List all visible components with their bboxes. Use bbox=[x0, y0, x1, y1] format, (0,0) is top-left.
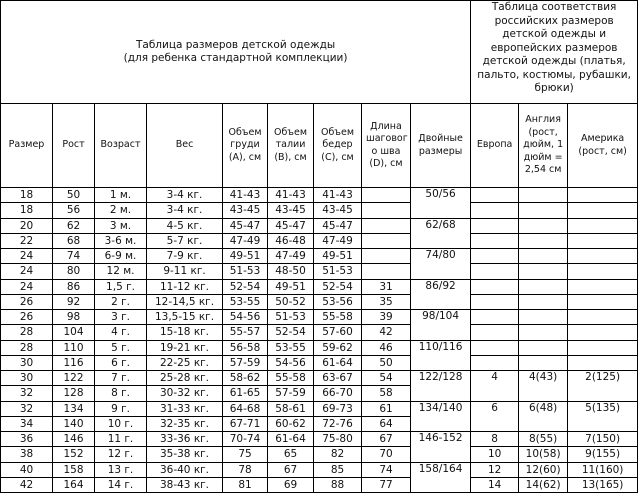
table-cell: 63-67 bbox=[314, 371, 362, 386]
table-cell bbox=[362, 264, 411, 279]
table-cell: 58-61 bbox=[268, 401, 314, 416]
table-cell: 61 bbox=[362, 401, 411, 416]
main-title-line-1: Таблица размеров детской одежды bbox=[135, 38, 336, 51]
table-row bbox=[1, 340, 638, 355]
table-cell: 77 bbox=[362, 477, 411, 492]
table-row bbox=[1, 477, 638, 492]
table-cell: 38-43 кг. bbox=[147, 477, 223, 492]
table-cell: 45-47 bbox=[223, 218, 268, 233]
table-cell: 75 bbox=[223, 447, 268, 462]
table-cell: 18 bbox=[1, 203, 53, 218]
table-cell: 59-62 bbox=[314, 340, 362, 355]
table-row bbox=[1, 447, 638, 462]
table-cell: 1,5 г. bbox=[95, 279, 147, 294]
table-cell: 47-49 bbox=[223, 233, 268, 248]
column-header: Америка (рост, см) bbox=[568, 104, 638, 188]
table-row bbox=[1, 249, 638, 264]
europe-size-cell bbox=[471, 264, 519, 279]
column-header: Двойные размеры bbox=[411, 104, 471, 188]
table-cell bbox=[362, 233, 411, 248]
main-title bbox=[1, 1, 471, 104]
table-cell: 70 bbox=[362, 447, 411, 462]
table-row bbox=[1, 233, 638, 248]
table-row bbox=[1, 279, 638, 294]
table-cell: 62 bbox=[53, 218, 95, 233]
america-size-cell: 7(150) bbox=[568, 432, 638, 447]
table-cell: 53-56 bbox=[314, 294, 362, 309]
europe-size-cell bbox=[471, 233, 519, 248]
table-cell: 36 bbox=[1, 432, 53, 447]
table-cell: 11 г. bbox=[95, 432, 147, 447]
table-cell: 9-11 кг. bbox=[147, 264, 223, 279]
column-header: Длина шаговог о шва (D), см bbox=[362, 104, 411, 188]
table-cell: 40 bbox=[1, 462, 53, 477]
america-size-cell bbox=[568, 355, 638, 370]
table-cell: 8 г. bbox=[95, 386, 147, 401]
europe-size-cell bbox=[471, 279, 519, 294]
europe-size-cell bbox=[471, 340, 519, 355]
table-cell: 55-58 bbox=[314, 310, 362, 325]
table-row bbox=[1, 432, 638, 447]
table-cell: 3-4 кг. bbox=[147, 188, 223, 203]
table-cell: 82 bbox=[314, 447, 362, 462]
table-cell: 12 г. bbox=[95, 447, 147, 462]
table-cell: 39 bbox=[362, 310, 411, 325]
england-size-cell: 6(48) bbox=[519, 401, 568, 432]
america-size-cell bbox=[568, 279, 638, 294]
table-cell: 24 bbox=[1, 279, 53, 294]
table-cell: 43-45 bbox=[268, 203, 314, 218]
table-cell: 5-7 кг. bbox=[147, 233, 223, 248]
table-cell: 50 bbox=[362, 355, 411, 370]
table-cell: 3 м. bbox=[95, 218, 147, 233]
america-size-cell: 11(160) bbox=[568, 462, 638, 477]
table-cell: 30 bbox=[1, 371, 53, 386]
double-size-cell: 50/56 bbox=[411, 188, 471, 219]
column-header: Объем бедер (C), см bbox=[314, 104, 362, 188]
table-cell: 26 bbox=[1, 294, 53, 309]
table-cell: 24 bbox=[1, 249, 53, 264]
england-size-cell bbox=[519, 188, 568, 203]
england-size-cell bbox=[519, 233, 568, 248]
column-header: Европа bbox=[471, 104, 519, 188]
europe-size-cell bbox=[471, 294, 519, 309]
table-cell: 50-52 bbox=[268, 294, 314, 309]
table-cell: 70-74 bbox=[223, 432, 268, 447]
table-cell: 67 bbox=[362, 432, 411, 447]
table-row bbox=[1, 401, 638, 416]
table-cell: 13 г. bbox=[95, 462, 147, 477]
europe-size-cell: 8 bbox=[471, 432, 519, 447]
england-size-cell: 12(60) bbox=[519, 462, 568, 477]
double-size-cell: 122/128 bbox=[411, 371, 471, 402]
america-size-cell bbox=[568, 294, 638, 309]
europe-size-cell: 6 bbox=[471, 401, 519, 432]
europe-size-cell bbox=[471, 203, 519, 218]
america-size-cell bbox=[568, 310, 638, 325]
table-cell: 146 bbox=[53, 432, 95, 447]
table-cell: 110 bbox=[53, 340, 95, 355]
table-cell: 2 м. bbox=[95, 203, 147, 218]
table-cell: 22-25 кг. bbox=[147, 355, 223, 370]
europe-size-cell bbox=[471, 325, 519, 340]
table-cell: 68 bbox=[53, 233, 95, 248]
table-cell: 64-68 bbox=[223, 401, 268, 416]
table-cell: 32 bbox=[1, 386, 53, 401]
table-cell: 19-21 кг. bbox=[147, 340, 223, 355]
table-row bbox=[1, 188, 638, 203]
table-cell: 80 bbox=[53, 264, 95, 279]
table-cell: 54-56 bbox=[223, 310, 268, 325]
table-cell: 81 bbox=[223, 477, 268, 492]
england-size-cell bbox=[519, 294, 568, 309]
europe-size-cell: 4 bbox=[471, 371, 519, 402]
table-cell: 31-33 кг. bbox=[147, 401, 223, 416]
table-cell: 69 bbox=[268, 477, 314, 492]
table-cell: 140 bbox=[53, 416, 95, 431]
double-size-cell: 86/92 bbox=[411, 279, 471, 310]
table-cell: 41-43 bbox=[268, 188, 314, 203]
table-cell: 20 bbox=[1, 218, 53, 233]
table-cell: 35 bbox=[362, 294, 411, 309]
table-cell: 12 м. bbox=[95, 264, 147, 279]
table-cell: 52-54 bbox=[268, 325, 314, 340]
table-cell: 30-32 кг. bbox=[147, 386, 223, 401]
table-row bbox=[1, 264, 638, 279]
column-header: Рост bbox=[53, 104, 95, 188]
main-title-line-2: (для ребенка стандартной комплекции) bbox=[123, 52, 348, 64]
table-cell: 51-53 bbox=[314, 264, 362, 279]
column-header: Объем талии (B), см bbox=[268, 104, 314, 188]
column-header: Размер bbox=[1, 104, 53, 188]
table-cell: 32 bbox=[1, 401, 53, 416]
america-size-cell: 2(125) bbox=[568, 371, 638, 402]
table-cell: 78 bbox=[223, 462, 268, 477]
table-cell: 54 bbox=[362, 371, 411, 386]
table-cell: 1 м. bbox=[95, 188, 147, 203]
column-header: Вес bbox=[147, 104, 223, 188]
table-cell: 61-65 bbox=[223, 386, 268, 401]
america-size-cell bbox=[568, 249, 638, 264]
table-cell: 3 г. bbox=[95, 310, 147, 325]
table-cell: 36-40 кг. bbox=[147, 462, 223, 477]
table-cell: 2 г. bbox=[95, 294, 147, 309]
table-cell: 67 bbox=[268, 462, 314, 477]
table-cell: 158 bbox=[53, 462, 95, 477]
table-cell: 25-28 кг. bbox=[147, 371, 223, 386]
table-cell: 74 bbox=[362, 462, 411, 477]
table-cell: 47-49 bbox=[314, 233, 362, 248]
table-cell: 53-55 bbox=[268, 340, 314, 355]
england-size-cell bbox=[519, 249, 568, 264]
table-cell: 67-71 bbox=[223, 416, 268, 431]
america-size-cell: 13(165) bbox=[568, 477, 638, 492]
table-cell: 57-59 bbox=[223, 355, 268, 370]
table-cell: 49-51 bbox=[268, 279, 314, 294]
table-cell: 61-64 bbox=[268, 432, 314, 447]
table-cell: 55-58 bbox=[268, 371, 314, 386]
double-size-cell: 158/164 bbox=[411, 462, 471, 493]
table-cell: 56 bbox=[53, 203, 95, 218]
table-cell: 51-53 bbox=[268, 310, 314, 325]
table-cell: 34 bbox=[1, 416, 53, 431]
table-cell: 72-76 bbox=[314, 416, 362, 431]
table-cell bbox=[362, 218, 411, 233]
america-size-cell bbox=[568, 218, 638, 233]
america-size-cell bbox=[568, 203, 638, 218]
table-cell: 30 bbox=[1, 355, 53, 370]
england-size-cell bbox=[519, 264, 568, 279]
double-size-cell: 146-152 bbox=[411, 432, 471, 463]
table-cell: 53-55 bbox=[223, 294, 268, 309]
table-cell: 43-45 bbox=[223, 203, 268, 218]
table-cell: 116 bbox=[53, 355, 95, 370]
table-cell: 57-59 bbox=[268, 386, 314, 401]
europe-size-cell bbox=[471, 310, 519, 325]
table-cell: 60-62 bbox=[268, 416, 314, 431]
table-cell: 66-70 bbox=[314, 386, 362, 401]
table-cell: 46 bbox=[362, 340, 411, 355]
table-cell: 14 г. bbox=[95, 477, 147, 492]
table-cell bbox=[362, 249, 411, 264]
england-size-cell bbox=[519, 218, 568, 233]
table-cell: 74 bbox=[53, 249, 95, 264]
double-size-cell: 62/68 bbox=[411, 218, 471, 249]
table-cell bbox=[362, 203, 411, 218]
america-size-cell bbox=[568, 340, 638, 355]
america-size-cell bbox=[568, 325, 638, 340]
america-size-cell: 9(155) bbox=[568, 447, 638, 462]
europe-size-cell bbox=[471, 218, 519, 233]
america-size-cell bbox=[568, 188, 638, 203]
england-size-cell: 14(62) bbox=[519, 477, 568, 492]
table-cell: 6-9 м. bbox=[95, 249, 147, 264]
table-cell: 134 bbox=[53, 401, 95, 416]
table-cell: 38 bbox=[1, 447, 53, 462]
double-size-cell: 110/116 bbox=[411, 340, 471, 371]
table-cell: 69-73 bbox=[314, 401, 362, 416]
table-cell: 65 bbox=[268, 447, 314, 462]
table-cell: 15-18 кг. bbox=[147, 325, 223, 340]
england-size-cell bbox=[519, 340, 568, 355]
table-cell: 75-80 bbox=[314, 432, 362, 447]
table-cell: 12-14,5 кг. bbox=[147, 294, 223, 309]
england-size-cell: 10(58) bbox=[519, 447, 568, 462]
table-cell: 86 bbox=[53, 279, 95, 294]
table-cell: 88 bbox=[314, 477, 362, 492]
table-cell: 164 bbox=[53, 477, 95, 492]
double-size-cell: 134/140 bbox=[411, 401, 471, 432]
table-cell: 46-48 bbox=[268, 233, 314, 248]
double-size-cell: 74/80 bbox=[411, 249, 471, 280]
table-row bbox=[1, 462, 638, 477]
column-header: Англия (рост, дюйм, 1 дюйм = 2,54 см bbox=[519, 104, 568, 188]
table-cell: 104 bbox=[53, 325, 95, 340]
table-cell: 28 bbox=[1, 340, 53, 355]
table-cell: 26 bbox=[1, 310, 53, 325]
table-cell: 3-4 кг. bbox=[147, 203, 223, 218]
table-cell bbox=[362, 188, 411, 203]
table-cell: 49-51 bbox=[314, 249, 362, 264]
england-size-cell bbox=[519, 279, 568, 294]
table-cell: 22 bbox=[1, 233, 53, 248]
europe-size-cell bbox=[471, 249, 519, 264]
table-cell: 10 г. bbox=[95, 416, 147, 431]
table-cell: 32-35 кг. bbox=[147, 416, 223, 431]
england-size-cell bbox=[519, 203, 568, 218]
table-cell: 4 г. bbox=[95, 325, 147, 340]
table-cell: 3-6 м. bbox=[95, 233, 147, 248]
table-cell: 128 bbox=[53, 386, 95, 401]
table-cell: 49-51 bbox=[223, 249, 268, 264]
table-cell: 42 bbox=[362, 325, 411, 340]
table-cell: 92 bbox=[53, 294, 95, 309]
table-cell: 11-12 кг. bbox=[147, 279, 223, 294]
table-cell: 35-38 кг. bbox=[147, 447, 223, 462]
table-cell: 58 bbox=[362, 386, 411, 401]
table-cell: 41-43 bbox=[223, 188, 268, 203]
america-size-cell bbox=[568, 233, 638, 248]
europe-size-cell: 14 bbox=[471, 477, 519, 492]
euro-title: Таблица соответствия российских размеров детской одежды и европейских размеров детской одежды (платья, пальто, костюмы, рубашки, брюки) bbox=[471, 1, 638, 104]
table-cell: 7 г. bbox=[95, 371, 147, 386]
table-row bbox=[1, 294, 638, 309]
table-cell: 24 bbox=[1, 264, 53, 279]
england-size-cell bbox=[519, 325, 568, 340]
table-cell: 61-64 bbox=[314, 355, 362, 370]
europe-size-cell: 10 bbox=[471, 447, 519, 462]
europe-size-cell: 12 bbox=[471, 462, 519, 477]
table-cell: 43-45 bbox=[314, 203, 362, 218]
table-cell: 41-43 bbox=[314, 188, 362, 203]
table-cell: 33-36 кг. bbox=[147, 432, 223, 447]
table-cell: 56-58 bbox=[223, 340, 268, 355]
table-cell: 98 bbox=[53, 310, 95, 325]
table-cell: 50 bbox=[53, 188, 95, 203]
europe-size-cell bbox=[471, 188, 519, 203]
table-cell: 9 г. bbox=[95, 401, 147, 416]
table-row bbox=[1, 203, 638, 218]
column-header: Объем груди (A), см bbox=[223, 104, 268, 188]
table-row bbox=[1, 355, 638, 370]
table-cell: 52-54 bbox=[223, 279, 268, 294]
england-size-cell bbox=[519, 310, 568, 325]
england-size-cell: 4(43) bbox=[519, 371, 568, 402]
table-cell: 152 bbox=[53, 447, 95, 462]
table-cell: 85 bbox=[314, 462, 362, 477]
table-cell: 42 bbox=[1, 477, 53, 492]
column-header: Возраст bbox=[95, 104, 147, 188]
table-cell: 122 bbox=[53, 371, 95, 386]
table-cell: 45-47 bbox=[268, 218, 314, 233]
table-cell: 18 bbox=[1, 188, 53, 203]
table-cell: 47-49 bbox=[268, 249, 314, 264]
table-cell: 55-57 bbox=[223, 325, 268, 340]
table-cell: 58-62 bbox=[223, 371, 268, 386]
england-size-cell bbox=[519, 355, 568, 370]
table-row bbox=[1, 325, 638, 340]
table-cell: 7-9 кг. bbox=[147, 249, 223, 264]
europe-size-cell bbox=[471, 355, 519, 370]
double-size-cell: 98/104 bbox=[411, 310, 471, 341]
table-cell: 6 г. bbox=[95, 355, 147, 370]
table-row bbox=[1, 218, 638, 233]
table-cell: 31 bbox=[362, 279, 411, 294]
england-size-cell: 8(55) bbox=[519, 432, 568, 447]
table-cell: 28 bbox=[1, 325, 53, 340]
america-size-cell bbox=[568, 264, 638, 279]
table-cell: 13,5-15 кг. bbox=[147, 310, 223, 325]
table-cell: 51-53 bbox=[223, 264, 268, 279]
table-cell: 48-50 bbox=[268, 264, 314, 279]
table-cell: 5 г. bbox=[95, 340, 147, 355]
table-cell: 52-54 bbox=[314, 279, 362, 294]
table-cell: 45-47 bbox=[314, 218, 362, 233]
table-cell: 57-60 bbox=[314, 325, 362, 340]
table-cell: 54-56 bbox=[268, 355, 314, 370]
table-row bbox=[1, 371, 638, 386]
america-size-cell: 5(135) bbox=[568, 401, 638, 432]
table-row bbox=[1, 310, 638, 325]
table-cell: 4-5 кг. bbox=[147, 218, 223, 233]
table-cell: 64 bbox=[362, 416, 411, 431]
